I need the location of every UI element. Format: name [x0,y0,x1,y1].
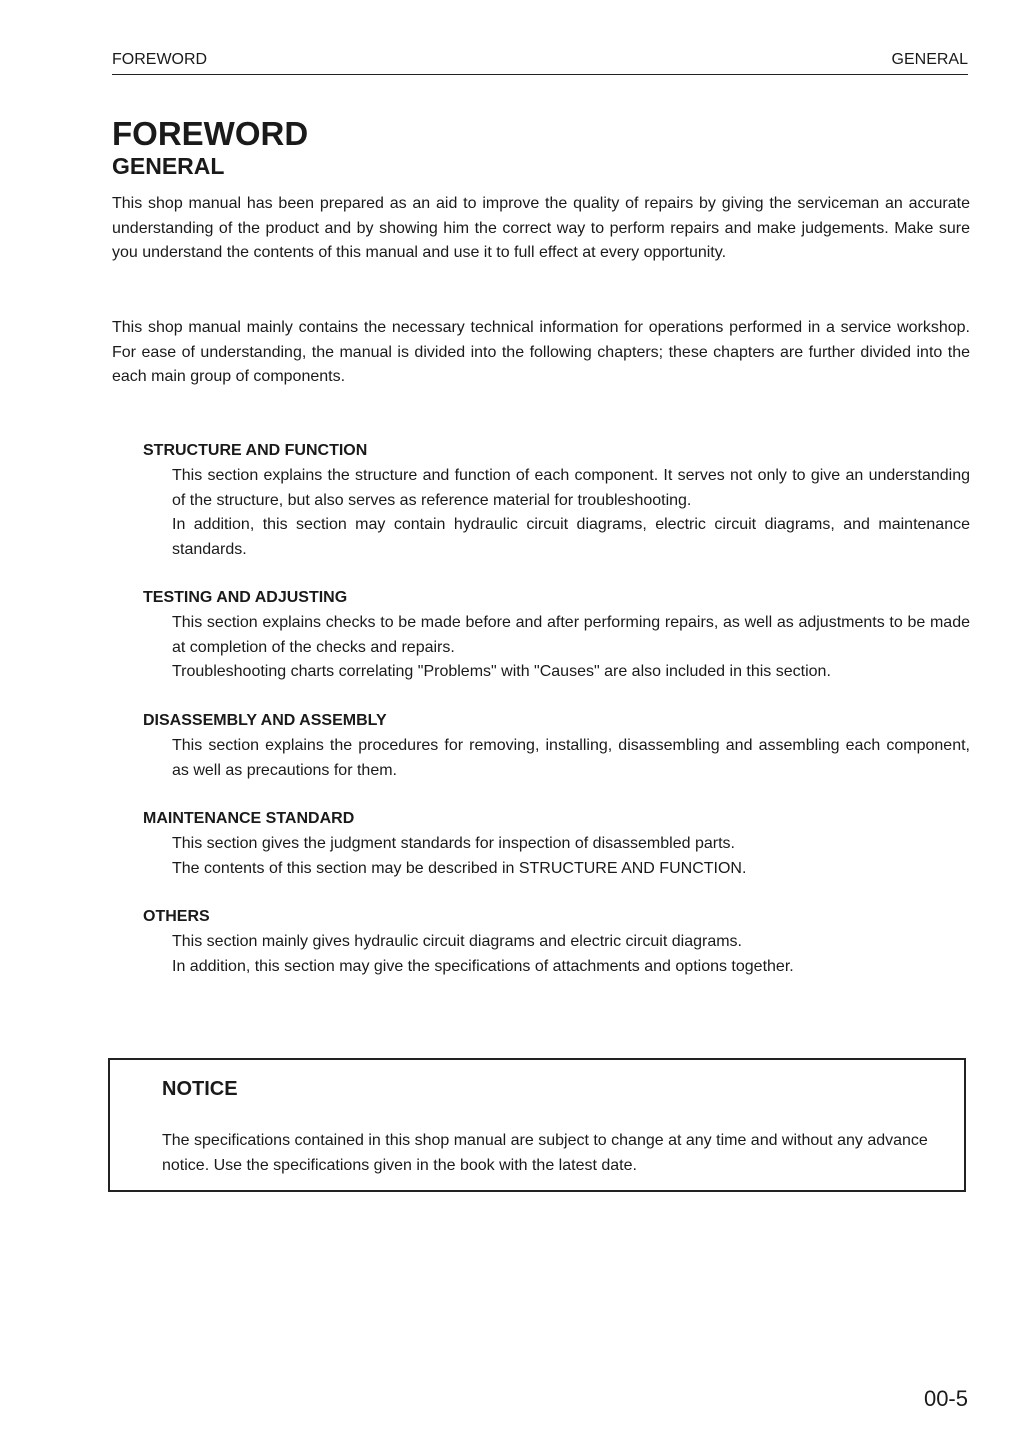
notice-box [108,1058,966,1192]
section-line: In addition, this section may give the specifications of attachments and options together. [172,957,794,975]
running-header [112,50,968,70]
contents-paragraph: This shop manual mainly contains the necessary technical information for operations performed in a service workshop. For ease of understanding, the manual is divided into the following chapters; these chapters are further divided into the each main group of components. [112,319,970,385]
section-line: In addition, this section may contain hydraulic circuit diagrams, electric circuit diagrams, and maintenance standards. [172,516,970,558]
section-heading-maintenance-standard: MAINTENANCE STANDARD [143,810,355,827]
section-line: This section mainly gives hydraulic circuit diagrams and electric circuit diagrams. [172,933,742,950]
notice-title: NOTICE [162,1078,238,1100]
page-number: 00-5 [923,1386,968,1411]
section-body-disassembly-assembly [172,734,970,783]
section-heading-disassembly-assembly: DISASSEMBLY AND ASSEMBLY [143,712,387,729]
notice-text: The specifications contained in this shop manual are subject to change at any time and without any advance notice. Use the specifications given in the book with the latest date. [162,1132,928,1174]
page-subtitle: GENERAL [112,153,225,179]
section-line: Troubleshooting charts correlating "Problems" with "Causes" are also included in this section. [172,663,831,680]
section-body-maintenance-standard [172,832,970,881]
section-line: The contents of this section may be described in STRUCTURE AND FUNCTION. [172,859,747,877]
section-line: This section gives the judgment standards for inspection of disassembled parts. [172,835,735,852]
intro-paragraph: This shop manual has been prepared as an aid to improve the quality of repairs by giving the serviceman an accurate understanding of the product and by showing him the correct way to perform repairs and make judgements. Make sure you understand the contents of this manual and use it to full effect at every opportunity. [112,195,970,261]
section-line: This section explains the procedures for removing, installing, disassembling and assembling each component, as well as precautions for them. [172,737,970,779]
header-left: FOREWORD [112,51,208,68]
section-heading-testing-adjusting: TESTING AND ADJUSTING [143,589,348,606]
section-body-structure-function [172,464,970,562]
section-body-others [172,930,970,979]
header-right: GENERAL [891,51,968,68]
section-heading-others: OTHERS [143,908,210,925]
page-title: FOREWORD [112,115,309,152]
section-heading-structure-function: STRUCTURE AND FUNCTION [143,442,368,459]
section-line: This section explains checks to be made before and after performing repairs, as well as adjustments to be made at completion of the checks and repairs. [172,614,970,656]
section-body-testing-adjusting [172,611,970,685]
section-line: This section explains the structure and function of each component. It serves not only to give an understanding of the structure, but also serves as reference material for troubleshooting. [172,467,970,509]
header-rule [112,74,968,75]
